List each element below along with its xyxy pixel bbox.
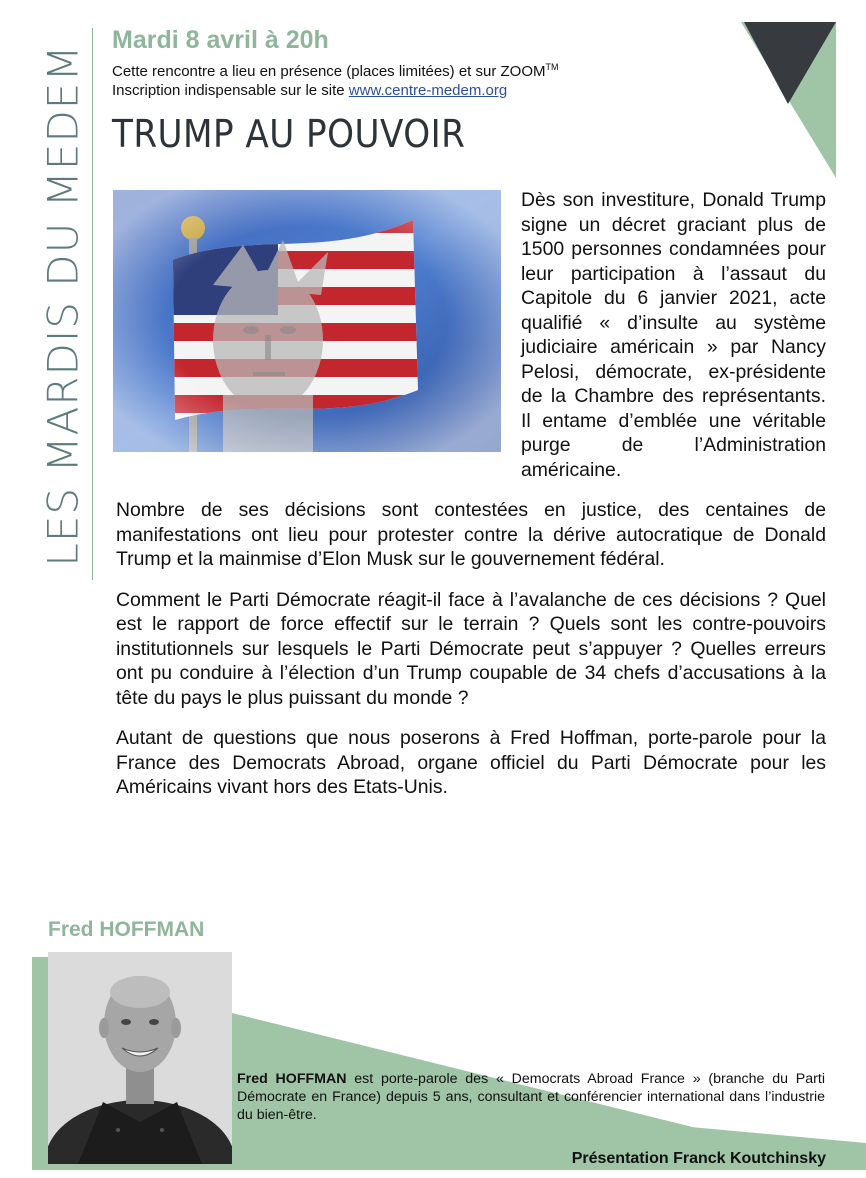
trademark: TM <box>545 62 559 72</box>
article-body <box>116 188 826 816</box>
paragraph-4: Autant de questions que nous poserons à Fred Hoffman, porte-parole pour la France des Democrats Abroad, organe officiel du Parti Démocrate pour les Américains vivant hors des Etats-Unis. <box>116 727 826 798</box>
event-signup <box>112 81 559 100</box>
event-format <box>112 58 559 81</box>
speaker-bio-name: Fred HOFFMAN <box>237 1071 347 1087</box>
signup-text: Inscription indispensable sur le site <box>112 82 349 99</box>
paragraph-1: Dès son investiture, Donald Trump signe un décret graciant plus de 1500 personnes condamnées pour leur participation à l’assaut du Capitole du 6 janvier 2021, acte qualifié « d’insulte au système judiciaire américain » par Nancy Pelosi, démocrate, ex-présidente de la Chambre des représentants. Il entame d’emblée une véritable purge de l’Administration américaine. <box>521 189 826 481</box>
event-format-text: Cette rencontre a lieu en présence (places limitées) et sur ZOOM <box>112 63 546 80</box>
sidebar-divider <box>92 28 93 580</box>
speaker-photo <box>48 952 232 1164</box>
image-wrap-spacer <box>116 188 521 460</box>
speaker-bio <box>237 1070 825 1124</box>
paragraph-2: Nombre de ses décisions sont contestées en justice, des centaines de manifestations ont lieu pour protester contre la dérive autocratique de Donald Trump et la mainmise d’Elon Musk sur le gouvernement fédéral. <box>116 499 826 570</box>
sidebar-title <box>38 30 88 580</box>
event-info <box>112 58 559 100</box>
sidebar-title-text: LES MARDIS DU MEDEM <box>38 43 88 567</box>
corner-decoration <box>706 0 866 180</box>
signup-link[interactable]: www.centre-medem.org <box>348 82 508 99</box>
speaker-bio-text: est porte-parole des « Democrats Abroad France » (branche du Parti Démocrate en France) depuis 5 ans, consultant et conférencier international dans l’industrie du bien-être. <box>237 1071 825 1123</box>
event-date: Mardi 8 avril à 20h <box>112 26 329 54</box>
paragraph-3: Comment le Parti Démocrate réagit-il face à l’avalanche de ces décisions ? Quel est le rapport de force effectif sur le terrain ? Quels sont les contre-pouvoirs institutionnels sur lesquels le Parti Démocrate peut s’appuyer ? Quelles erreurs ont pu conduire à l’élection d’un Trump coupable de 34 chefs d’accusations à la tête du pays le plus puissant du monde ? <box>116 588 826 709</box>
speaker-name: Fred HOFFMAN <box>48 918 205 941</box>
presenter-credit: Présentation Franck Koutchinsky <box>571 1150 826 1167</box>
page-title: TRUMP AU POUVOIR <box>112 112 466 156</box>
